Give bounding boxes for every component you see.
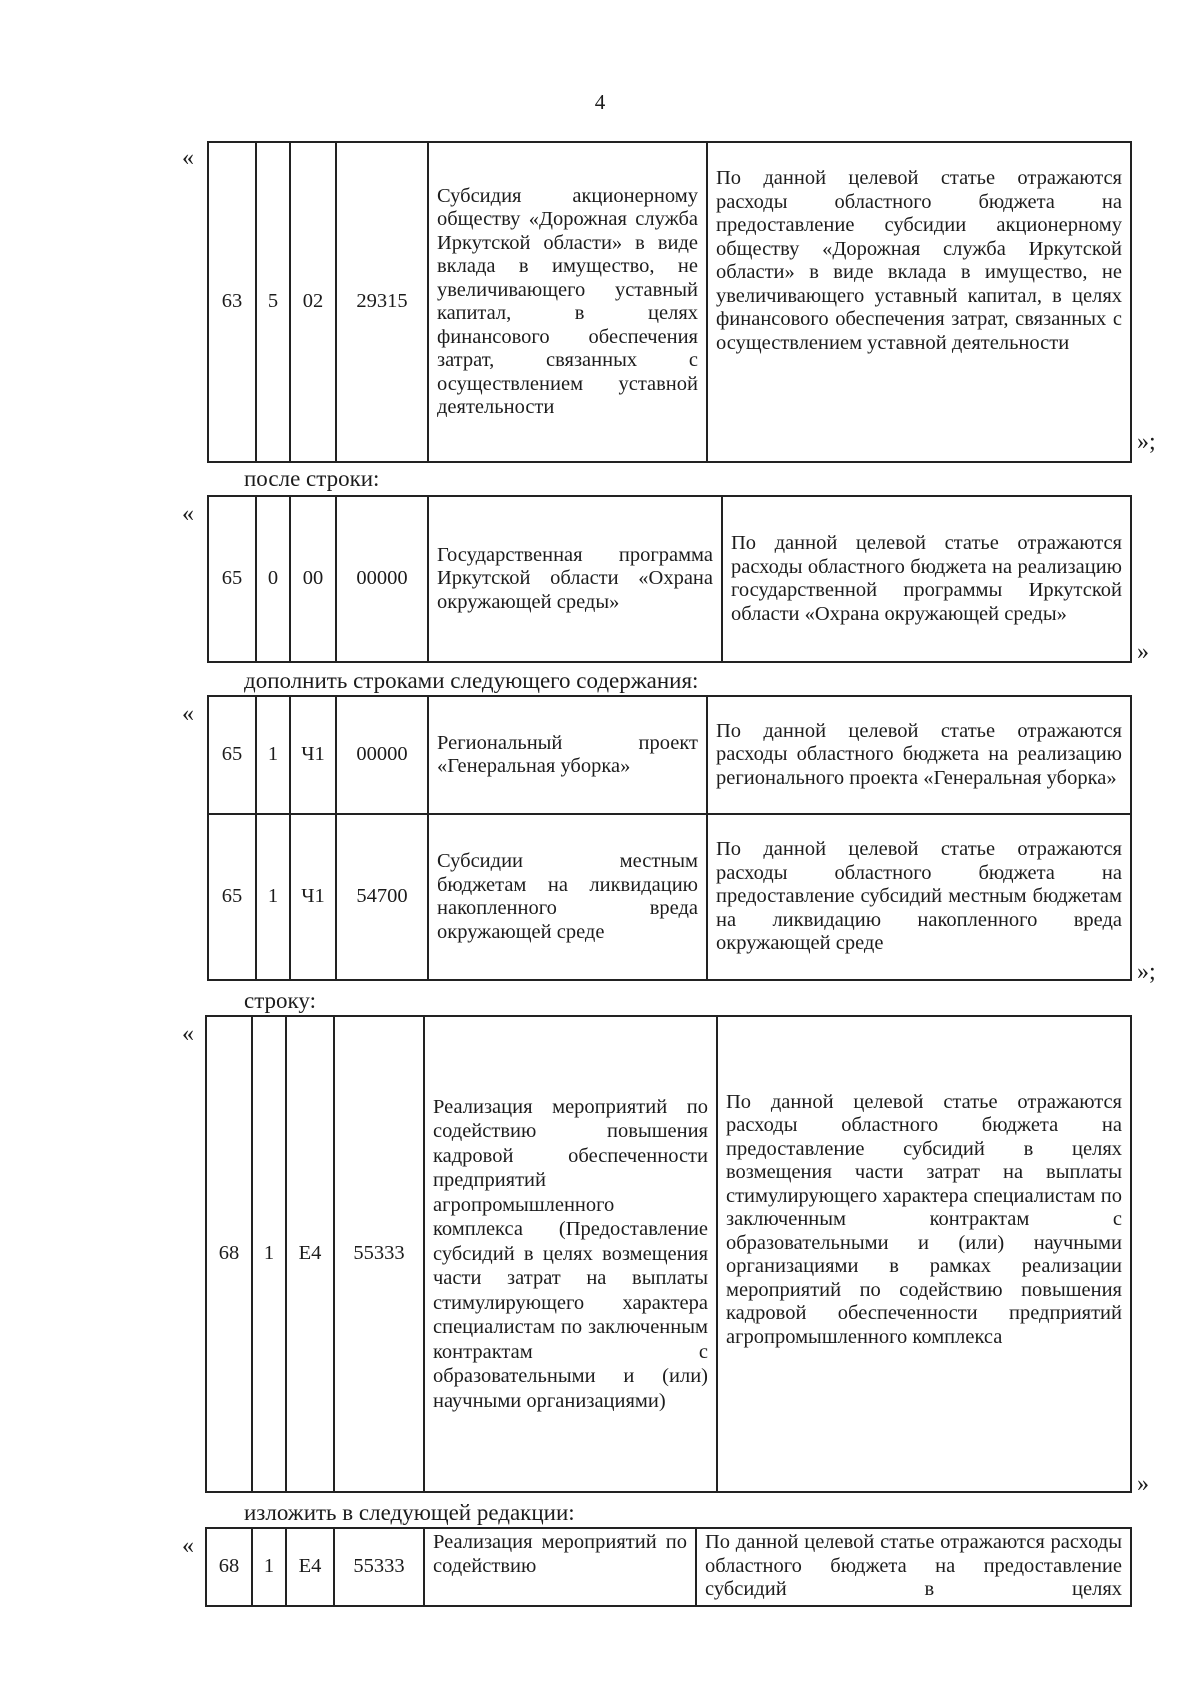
- item-description-cell: По данной целевой статье отражаются расходы областного бюджета на предоставление субсидий местным бюджетам на ликвидацию накопленного вреда окружающей среде: [707, 814, 1131, 980]
- item-description-cell: По данной целевой статье отражаются расходы областного бюджета на реализацию регионального проекта «Генеральная уборка»: [707, 696, 1131, 814]
- budget-table-4: [205, 1015, 1132, 1493]
- code-subprogram-cell: 1: [252, 1016, 286, 1492]
- code-direction-cell: 00000: [336, 496, 428, 662]
- closing-quote: »;: [1137, 959, 1156, 985]
- code-subprogram-cell: 5: [256, 142, 290, 462]
- opening-quote: «: [182, 501, 194, 527]
- code-direction-cell: 54700: [336, 814, 428, 980]
- table-row: [206, 1528, 1131, 1606]
- item-name-cell: Реализация мероприятий по содействию: [424, 1528, 696, 1606]
- code-program-cell: 65: [208, 696, 256, 814]
- section-caption: строку:: [244, 988, 316, 1013]
- opening-quote: «: [182, 145, 194, 171]
- item-description-cell: По данной целевой статье отражаются расходы областного бюджета на предоставление субсидии акционерному обществу «Дорожная служба Иркутской области» в виде вклада в имущество, не увеличивающего уставный капитал, в целях финансового обеспечения затрат, связанных с осуществлением уставной деятельности: [707, 142, 1131, 462]
- code-event-cell: Ч1: [290, 814, 336, 980]
- code-program-cell: 68: [206, 1528, 252, 1606]
- section-caption: изложить в следующей редакции:: [244, 1500, 575, 1525]
- code-subprogram-cell: 1: [256, 696, 290, 814]
- code-event-cell: 02: [290, 142, 336, 462]
- closing-quote: »;: [1137, 429, 1156, 455]
- table-row: [206, 1016, 1131, 1492]
- code-subprogram-cell: 1: [256, 814, 290, 980]
- page-number: 4: [594, 90, 606, 114]
- item-name-cell: Субсидии местным бюджетам на ликвидацию накопленного вреда окружающей среде: [428, 814, 707, 980]
- item-description-cell: По данной целевой статье отражаются расходы областного бюджета на предоставление субсидий в целях возмещения части затрат на выплаты стимулирующего характера специалистам по заключенным контрактам с образовательными и (или) научными организациями в рамках реализации мероприятий по содействию повышения кадровой обеспеченности предприятий агропромышленного комплекса: [717, 1016, 1131, 1492]
- item-description-cell: По данной целевой статье отражаются расходы областного бюджета на реализацию государственной программы Иркутской области «Охрана окружающей среды»: [722, 496, 1131, 662]
- closing-quote: »: [1137, 1471, 1149, 1497]
- code-direction-cell: 29315: [336, 142, 428, 462]
- code-event-cell: Ч1: [290, 696, 336, 814]
- code-program-cell: 63: [208, 142, 256, 462]
- table-row: [208, 496, 1131, 662]
- item-name-cell: Реализация мероприятий по содействию повышения кадровой обеспеченности предприятий агропромышленного комплекса (Предоставление субсидий в целях возмещения части затрат на выплаты стимулирующего характера специалистам по заключенным контрактам с образовательными и (или) научными организациями): [424, 1016, 717, 1492]
- item-name-cell: Субсидия акционерному обществу «Дорожная служба Иркутской области» в виде вклада в имущество, не увеличивающего уставный капитал, в целях финансового обеспечения затрат, связанных с осуществлением уставной деятельности: [428, 142, 707, 462]
- code-subprogram-cell: 0: [256, 496, 290, 662]
- table-row: [208, 696, 1131, 814]
- budget-table-5: [205, 1527, 1132, 1607]
- code-program-cell: 65: [208, 496, 256, 662]
- opening-quote: «: [182, 1021, 194, 1047]
- code-event-cell: 00: [290, 496, 336, 662]
- table-row: [208, 142, 1131, 462]
- opening-quote: «: [182, 1533, 194, 1559]
- code-event-cell: Е4: [286, 1016, 334, 1492]
- code-program-cell: 68: [206, 1016, 252, 1492]
- budget-table-1: [207, 141, 1132, 463]
- section-caption: после строки:: [244, 466, 380, 491]
- table-row: [208, 814, 1131, 980]
- item-description-cell: По данной целевой статье отражаются расходы областного бюджета на предоставление субсидий в целях: [696, 1528, 1131, 1606]
- code-direction-cell: 00000: [336, 696, 428, 814]
- section-caption: дополнить строками следующего содержания:: [244, 668, 699, 693]
- opening-quote: «: [182, 701, 194, 727]
- budget-table-2: [207, 495, 1132, 663]
- budget-table-3: [207, 695, 1132, 981]
- item-name-cell: Региональный проект «Генеральная уборка»: [428, 696, 707, 814]
- code-direction-cell: 55333: [334, 1528, 424, 1606]
- code-event-cell: Е4: [286, 1528, 334, 1606]
- item-name-cell: Государственная программа Иркутской области «Охрана окружающей среды»: [428, 496, 722, 662]
- code-subprogram-cell: 1: [252, 1528, 286, 1606]
- code-direction-cell: 55333: [334, 1016, 424, 1492]
- code-program-cell: 65: [208, 814, 256, 980]
- closing-quote: »: [1137, 639, 1149, 665]
